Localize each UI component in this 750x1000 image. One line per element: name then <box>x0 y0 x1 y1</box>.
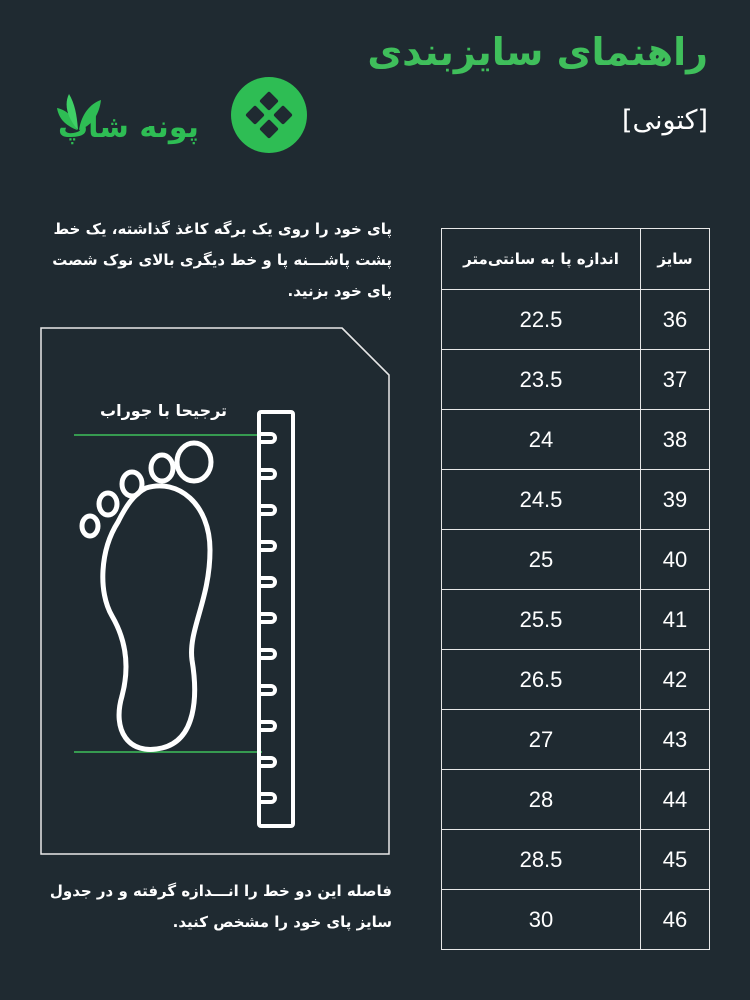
foot-length-cell: 24.5 <box>442 470 641 530</box>
page-subtitle: [کتونی] <box>621 105 708 136</box>
table-row <box>442 470 710 530</box>
instructions-text: پای خود را روی یک برگه کاغذ گذاشته، یک خط پشت پاشـــنه پا و خط دیگری بالای نوک شصت پای خود بزنید. <box>52 220 392 300</box>
size-cell: 41 <box>641 590 710 650</box>
table-row <box>442 410 710 470</box>
diamond-grid-icon <box>231 77 307 153</box>
foot-length-cell: 23.5 <box>442 350 641 410</box>
table-row <box>442 710 710 770</box>
foot-length-cell: 30 <box>442 890 641 950</box>
size-table <box>441 228 710 950</box>
foot-length-cell: 28.5 <box>442 830 641 890</box>
table-row <box>442 350 710 410</box>
ruler-icon <box>255 410 297 830</box>
size-cell: 44 <box>641 770 710 830</box>
size-cell: 45 <box>641 830 710 890</box>
table-row <box>442 590 710 650</box>
foot-length-cell: 25 <box>442 530 641 590</box>
header-size: سایز <box>641 229 710 290</box>
footer-text: فاصله این دو خط را انـــدازه گرفته و در جدول سایز پای خود را مشخص کنید. <box>49 882 392 931</box>
page-title: راهنمای سایزبندی <box>367 30 708 74</box>
size-cell: 46 <box>641 890 710 950</box>
size-cell: 39 <box>641 470 710 530</box>
foot-length-cell: 25.5 <box>442 590 641 650</box>
sock-label: ترجیحا با جوراب <box>100 401 228 420</box>
foot-length-cell: 28 <box>442 770 641 830</box>
table-row <box>442 890 710 950</box>
size-cell: 40 <box>641 530 710 590</box>
foot-length-cell: 27 <box>442 710 641 770</box>
table-row <box>442 830 710 890</box>
size-cell: 38 <box>641 410 710 470</box>
foot-outline-icon <box>70 440 230 760</box>
size-cell: 42 <box>641 650 710 710</box>
foot-length-cell: 22.5 <box>442 290 641 350</box>
table-row <box>442 530 710 590</box>
brand-logo-circle <box>231 77 307 153</box>
table-header-row <box>442 229 710 290</box>
header-foot-length: اندازه پا به سانتی‌متر <box>442 229 641 290</box>
foot-length-cell: 24 <box>442 410 641 470</box>
foot-length-cell: 26.5 <box>442 650 641 710</box>
table-row <box>442 770 710 830</box>
brand-name: پونه شاپ <box>58 110 199 145</box>
size-cell: 37 <box>641 350 710 410</box>
table-row <box>442 290 710 350</box>
size-cell: 43 <box>641 710 710 770</box>
size-cell: 36 <box>641 290 710 350</box>
table-row <box>442 650 710 710</box>
